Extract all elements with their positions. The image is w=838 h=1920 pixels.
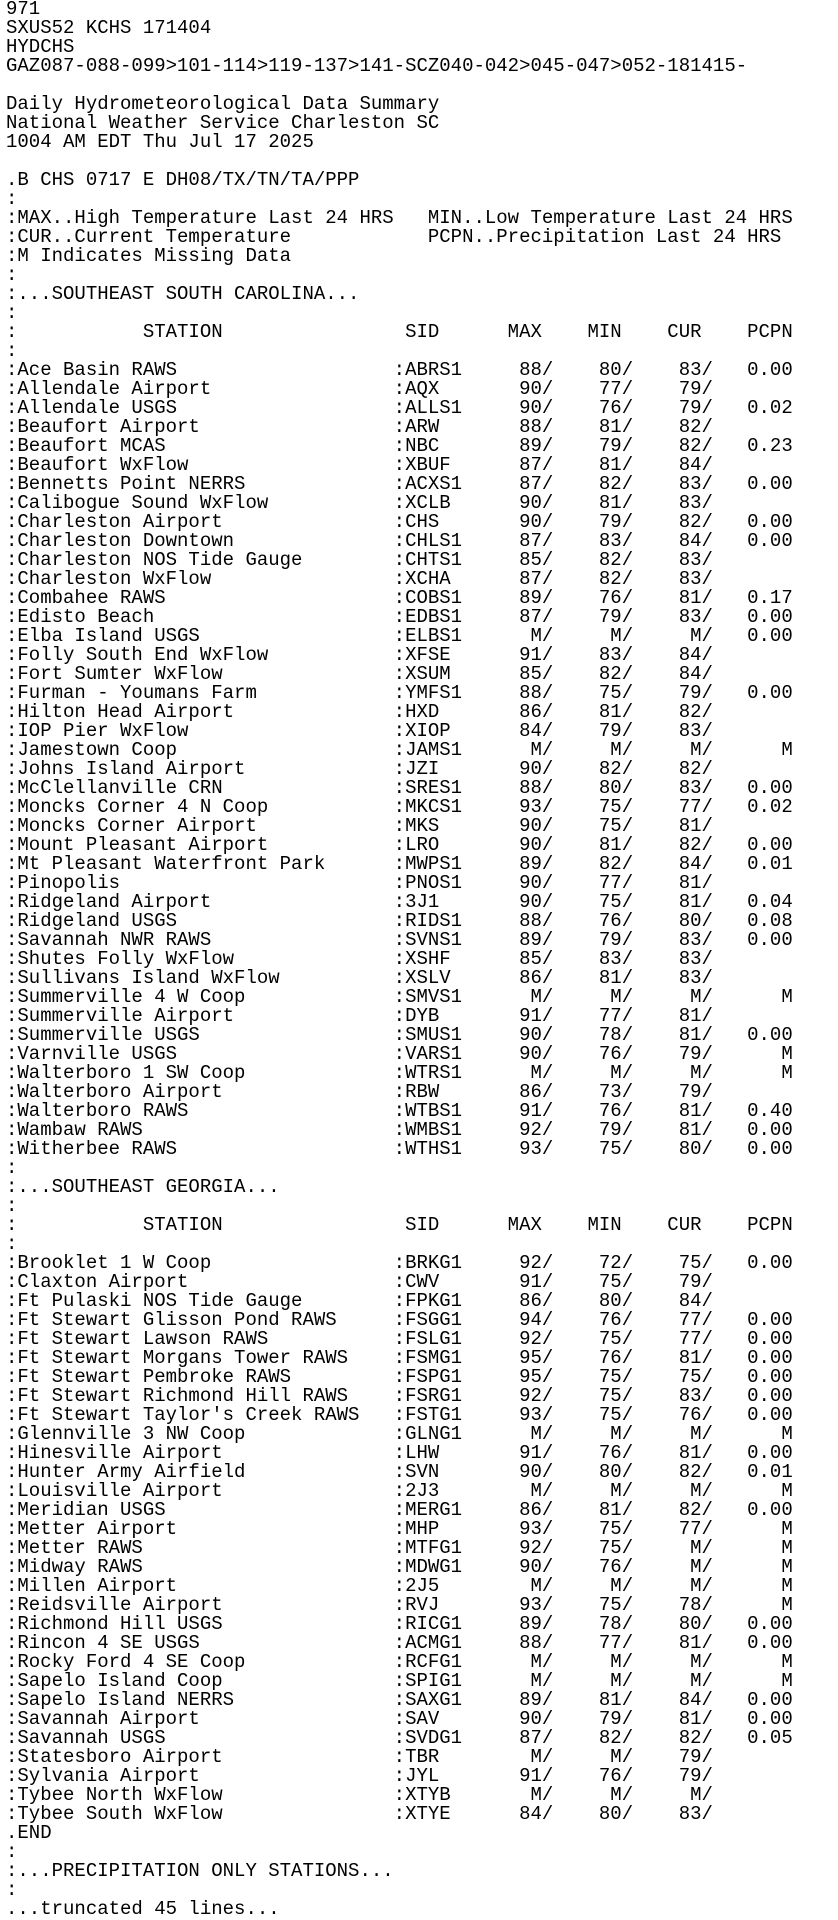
bulletin-line: :...PRECIPITATION ONLY STATIONS... bbox=[6, 1860, 394, 1882]
bulletin-line: :Jamestown Coop :JAMS1 M/ M/ M/ M bbox=[6, 739, 793, 761]
bulletin-line: :Beaufort Airport :ARW 88/ 81/ 82/ bbox=[6, 416, 713, 438]
bulletin-line: HYDCHS bbox=[6, 36, 75, 58]
bulletin-line: :Calibogue Sound WxFlow :XCLB 90/ 81/ 83/ bbox=[6, 492, 713, 514]
bulletin-line: :Hilton Head Airport :HXD 86/ 81/ 82/ bbox=[6, 701, 713, 723]
bulletin-line: :Ridgeland Airport :3J1 90/ 75/ 81/ 0.04 bbox=[6, 891, 793, 913]
bulletin-line: .B CHS 0717 E DH08/TX/TN/TA/PPP bbox=[6, 169, 360, 191]
bulletin-line: :Louisville Airport :2J3 M/ M/ M/ M bbox=[6, 1480, 793, 1502]
bulletin-line: :Johns Island Airport :JZI 90/ 82/ 82/ bbox=[6, 758, 713, 780]
bulletin-line: :Tybee North WxFlow :XTYB M/ M/ M/ bbox=[6, 1784, 713, 1806]
bulletin-line: :Brooklet 1 W Coop :BRKG1 92/ 72/ 75/ 0.00 bbox=[6, 1252, 793, 1274]
bulletin-line: :Bennetts Point NERRS :ACXS1 87/ 82/ 83/ 0.00 bbox=[6, 473, 793, 495]
bulletin-line: :Ft Stewart Morgans Tower RAWS :FSMG1 95/ 76/ 81/ 0.00 bbox=[6, 1347, 793, 1369]
bulletin-line: :Moncks Corner Airport :MKS 90/ 75/ 81/ bbox=[6, 815, 713, 837]
bulletin-line: National Weather Service Charleston SC bbox=[6, 112, 440, 134]
bulletin-line: :Metter RAWS :MTFG1 92/ 75/ M/ M bbox=[6, 1537, 793, 1559]
bulletin-line: : bbox=[6, 188, 18, 210]
bulletin-line: :CUR..Current Temperature PCPN..Precipitation Last 24 HRS bbox=[6, 226, 782, 248]
bulletin-line: :Pinopolis :PNOS1 90/ 77/ 81/ bbox=[6, 872, 713, 894]
bulletin-line: :Mount Pleasant Airport :LRO 90/ 81/ 82/ 0.00 bbox=[6, 834, 793, 856]
bulletin-line: 1004 AM EDT Thu Jul 17 2025 bbox=[6, 131, 314, 153]
bulletin-line: :Sylvania Airport :JYL 91/ 76/ 79/ bbox=[6, 1765, 713, 1787]
bulletin-line: :Allendale Airport :AQX 90/ 77/ 79/ bbox=[6, 378, 713, 400]
bulletin-line: :Walterboro RAWS :WTBS1 91/ 76/ 81/ 0.40 bbox=[6, 1100, 793, 1122]
bulletin-line: :Hunter Army Airfield :SVN 90/ 80/ 82/ 0.01 bbox=[6, 1461, 793, 1483]
bulletin-line: :Sullivans Island WxFlow :XSLV 86/ 81/ 83/ bbox=[6, 967, 713, 989]
bulletin-line: ...truncated 45 lines... bbox=[6, 1898, 280, 1920]
bulletin-line: :Charleston Downtown :CHLS1 87/ 83/ 84/ 0.00 bbox=[6, 530, 793, 552]
bulletin-line: :Combahee RAWS :COBS1 89/ 76/ 81/ 0.17 bbox=[6, 587, 793, 609]
bulletin-line: : bbox=[6, 1841, 18, 1863]
bulletin-line: Daily Hydrometeorological Data Summary bbox=[6, 93, 440, 115]
bulletin-line: :Ft Stewart Richmond Hill RAWS :FSRG1 92/ 75/ 83/ 0.00 bbox=[6, 1385, 793, 1407]
bulletin-line: :Reidsville Airport :RVJ 93/ 75/ 78/ M bbox=[6, 1594, 793, 1616]
bulletin-line: : bbox=[6, 1233, 18, 1255]
bulletin-line: :Meridian USGS :MERG1 86/ 81/ 82/ 0.00 bbox=[6, 1499, 793, 1521]
bulletin-line: :M Indicates Missing Data bbox=[6, 245, 292, 267]
bulletin-line: :Witherbee RAWS :WTHS1 93/ 75/ 80/ 0.00 bbox=[6, 1138, 793, 1160]
bulletin-line: :Tybee South WxFlow :XTYE 84/ 80/ 83/ bbox=[6, 1803, 713, 1825]
bulletin-line: :Elba Island USGS :ELBS1 M/ M/ M/ 0.00 bbox=[6, 625, 793, 647]
bulletin-line: :Shutes Folly WxFlow :XSHF 85/ 83/ 83/ bbox=[6, 948, 713, 970]
bulletin-line: :Ft Stewart Lawson RAWS :FSLG1 92/ 75/ 77/ 0.00 bbox=[6, 1328, 793, 1350]
bulletin-line: : STATION SID MAX MIN CUR PCPN bbox=[6, 321, 793, 343]
bulletin-line: :Claxton Airport :CWV 91/ 75/ 79/ bbox=[6, 1271, 713, 1293]
bulletin-line: :...SOUTHEAST SOUTH CAROLINA... bbox=[6, 283, 360, 305]
bulletin-line: :Charleston Airport :CHS 90/ 79/ 82/ 0.00 bbox=[6, 511, 793, 533]
bulletin-line: :Ft Pulaski NOS Tide Gauge :FPKG1 86/ 80/ 84/ bbox=[6, 1290, 713, 1312]
bulletin-line: :Ft Stewart Pembroke RAWS :FSPG1 95/ 75/ 75/ 0.00 bbox=[6, 1366, 793, 1388]
bulletin-line: :Savannah USGS :SVDG1 87/ 82/ 82/ 0.05 bbox=[6, 1727, 793, 1749]
bulletin-line: : bbox=[6, 264, 18, 286]
bulletin-line: :Summerville Airport :DYB 91/ 77/ 81/ bbox=[6, 1005, 713, 1027]
bulletin-line: :Walterboro Airport :RBW 86/ 73/ 79/ bbox=[6, 1081, 713, 1103]
bulletin-line: :Sapelo Island Coop :SPIG1 M/ M/ M/ M bbox=[6, 1670, 793, 1692]
bulletin-line: 971 bbox=[6, 0, 41, 20]
bulletin-line: :Hinesville Airport :LHW 91/ 76/ 81/ 0.00 bbox=[6, 1442, 793, 1464]
bulletin-line: :Millen Airport :2J5 M/ M/ M/ M bbox=[6, 1575, 793, 1597]
bulletin-line: :Beaufort WxFlow :XBUF 87/ 81/ 84/ bbox=[6, 454, 713, 476]
bulletin-line: :Varnville USGS :VARS1 90/ 76/ 79/ M bbox=[6, 1043, 793, 1065]
bulletin-line: :Fort Sumter WxFlow :XSUM 85/ 82/ 84/ bbox=[6, 663, 713, 685]
bulletin-line: :Glennville 3 NW Coop :GLNG1 M/ M/ M/ M bbox=[6, 1423, 793, 1445]
bulletin-line: :Beaufort MCAS :NBC 89/ 79/ 82/ 0.23 bbox=[6, 435, 793, 457]
bulletin-line: :Allendale USGS :ALLS1 90/ 76/ 79/ 0.02 bbox=[6, 397, 793, 419]
bulletin-line: :Ace Basin RAWS :ABRS1 88/ 80/ 83/ 0.00 bbox=[6, 359, 793, 381]
bulletin-line: :Ft Stewart Taylor's Creek RAWS :FSTG1 93/ 75/ 76/ 0.00 bbox=[6, 1404, 793, 1426]
bulletin-line: :Statesboro Airport :TBR M/ M/ 79/ bbox=[6, 1746, 713, 1768]
bulletin-line: :Metter Airport :MHP 93/ 75/ 77/ M bbox=[6, 1518, 793, 1540]
bulletin-line: :Midway RAWS :MDWG1 90/ 76/ M/ M bbox=[6, 1556, 793, 1578]
bulletin-line: :MAX..High Temperature Last 24 HRS MIN..Low Temperature Last 24 HRS bbox=[6, 207, 793, 229]
bulletin-line: :Richmond Hill USGS :RICG1 89/ 78/ 80/ 0.00 bbox=[6, 1613, 793, 1635]
bulletin-line: :...SOUTHEAST GEORGIA... bbox=[6, 1176, 280, 1198]
bulletin-line: :Mt Pleasant Waterfront Park :MWPS1 89/ 82/ 84/ 0.01 bbox=[6, 853, 793, 875]
bulletin-line: : bbox=[6, 340, 18, 362]
bulletin-line: :Wambaw RAWS :WMBS1 92/ 79/ 81/ 0.00 bbox=[6, 1119, 793, 1141]
bulletin-line: :Charleston NOS Tide Gauge :CHTS1 85/ 82/ 83/ bbox=[6, 549, 713, 571]
bulletin-line: : STATION SID MAX MIN CUR PCPN bbox=[6, 1214, 793, 1236]
bulletin-line: :Savannah Airport :SAV 90/ 79/ 81/ 0.00 bbox=[6, 1708, 793, 1730]
bulletin-line: : bbox=[6, 302, 18, 324]
bulletin-line: :Charleston WxFlow :XCHA 87/ 82/ 83/ bbox=[6, 568, 713, 590]
bulletin-line: :Sapelo Island NERRS :SAXG1 89/ 81/ 84/ 0.00 bbox=[6, 1689, 793, 1711]
bulletin-line: :Folly South End WxFlow :XFSE 91/ 83/ 84/ bbox=[6, 644, 713, 666]
bulletin-line: :Summerville USGS :SMUS1 90/ 78/ 81/ 0.00 bbox=[6, 1024, 793, 1046]
bulletin-line: :Rocky Ford 4 SE Coop :RCFG1 M/ M/ M/ M bbox=[6, 1651, 793, 1673]
bulletin-line: :Furman - Youmans Farm :YMFS1 88/ 75/ 79/ 0.00 bbox=[6, 682, 793, 704]
bulletin-line: SXUS52 KCHS 171404 bbox=[6, 17, 212, 39]
bulletin-line: : bbox=[6, 1195, 18, 1217]
bulletin-line: :Savannah NWR RAWS :SVNS1 89/ 79/ 83/ 0.00 bbox=[6, 929, 793, 951]
bulletin-line: :Edisto Beach :EDBS1 87/ 79/ 83/ 0.00 bbox=[6, 606, 793, 628]
bulletin-line: :Moncks Corner 4 N Coop :MKCS1 93/ 75/ 77/ 0.02 bbox=[6, 796, 793, 818]
bulletin-line: : bbox=[6, 1879, 18, 1901]
bulletin-line: :Ridgeland USGS :RIDS1 88/ 76/ 80/ 0.08 bbox=[6, 910, 793, 932]
bulletin-line: :Rincon 4 SE USGS :ACMG1 88/ 77/ 81/ 0.00 bbox=[6, 1632, 793, 1654]
bulletin-line: .END bbox=[6, 1822, 52, 1844]
bulletin-line: :Summerville 4 W Coop :SMVS1 M/ M/ M/ M bbox=[6, 986, 793, 1008]
bulletin-line: :McClellanville CRN :SRES1 88/ 80/ 83/ 0.00 bbox=[6, 777, 793, 799]
bulletin-line: GAZ087-088-099>101-114>119-137>141-SCZ040-042>045-047>052-181415- bbox=[6, 55, 748, 77]
bulletin-line: :Walterboro 1 SW Coop :WTRS1 M/ M/ M/ M bbox=[6, 1062, 793, 1084]
bulletin-line: :IOP Pier WxFlow :XIOP 84/ 79/ 83/ bbox=[6, 720, 713, 742]
bulletin-line: : bbox=[6, 1157, 18, 1179]
bulletin-line: :Ft Stewart Glisson Pond RAWS :FSGG1 94/ 76/ 77/ 0.00 bbox=[6, 1309, 793, 1331]
